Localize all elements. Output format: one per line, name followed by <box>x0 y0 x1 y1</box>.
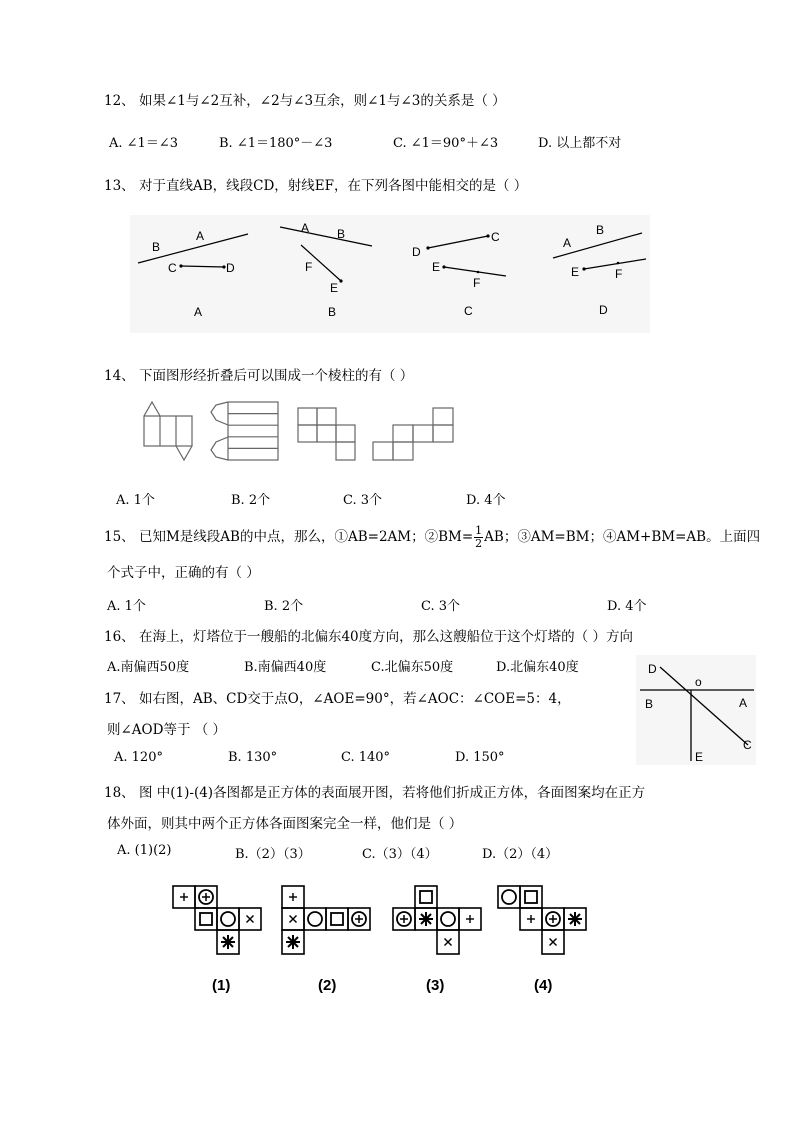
q16-option-c: C.北偏东50度 <box>371 660 454 675</box>
circle-icon <box>221 912 235 926</box>
oplus-icon <box>397 912 411 926</box>
asterisk-icon <box>286 935 300 949</box>
q14-nets <box>140 396 460 466</box>
q17-figure <box>636 655 756 765</box>
q17-label-c: C <box>743 738 752 752</box>
fig-a-label-c: C <box>168 261 177 275</box>
q15-option-d: D. 4个 <box>607 599 647 614</box>
asterisk-icon <box>221 935 235 949</box>
times-icon <box>290 916 297 923</box>
q15-option-b: B. 2个 <box>264 599 304 614</box>
q15-text-after: AB；③AM=BM；④AM+BM=AB。上面四 <box>484 529 761 545</box>
fig-b-label-f: F <box>305 260 313 274</box>
fig-d-label-b: B <box>596 223 605 237</box>
q12-text: 12、 如果∠1与∠2互补，∠2与∠3互余，则∠1与∠3的关系是（ ） <box>104 93 506 109</box>
fig-b-label-a: A <box>301 221 310 235</box>
circle-icon <box>308 912 322 926</box>
q18-text2: 体外面，则其中两个正方体各面图案完全一样，他们是（ ） <box>107 816 463 832</box>
fig-a-label-d: D <box>226 261 235 275</box>
q18-caption-1: (1) <box>212 977 231 994</box>
q17-option-d: D. 150° <box>455 750 505 765</box>
q17-text: 17、 如右图，AB、CD交于点O，∠AOE=90°，若∠AOC：∠COE=5：4， <box>104 691 571 707</box>
square-icon <box>525 891 537 903</box>
q14-option-c: C. 3个 <box>343 493 383 508</box>
q14-text: 14、 下面图形经折叠后可以围成一个棱柱的有（ ） <box>104 368 414 384</box>
oplus-icon <box>199 890 213 904</box>
q18-option-c: C.（3）（4） <box>362 847 438 862</box>
q18-caption-2: (2) <box>318 977 337 994</box>
q14-net-4 <box>373 408 453 460</box>
fig-b-caption: B <box>328 305 337 319</box>
q15-fraction <box>474 525 483 550</box>
fig-d-label-e: E <box>571 265 580 279</box>
asterisk-icon <box>419 912 433 926</box>
fig-d-label-f: F <box>615 267 623 281</box>
q18-caption-4: (4) <box>534 977 553 994</box>
fig-d-label-a: A <box>563 236 572 250</box>
times-icon <box>550 939 557 946</box>
square-icon <box>200 913 212 925</box>
fig-d-caption: D <box>599 303 608 317</box>
fig-a-label-a: A <box>196 229 205 243</box>
q13-text: 13、 对于直线AB，线段CD，射线EF，在下列各图中能相交的是（ ） <box>104 178 528 194</box>
q18-option-b: B.（2）（3） <box>235 847 311 862</box>
q14-option-b: B. 2个 <box>231 493 271 508</box>
q15-text-before: 15、 已知M是线段AB的中点，那么，①AB=2AM；②BM= <box>104 529 474 545</box>
q17-label-d: D <box>648 662 657 676</box>
q18-net-1 <box>173 886 261 954</box>
q18-net-3 <box>393 886 481 954</box>
q16-option-b: B.南偏西40度 <box>244 660 327 675</box>
q17-option-c: C. 140° <box>341 750 391 765</box>
plus-icon <box>466 915 474 923</box>
q12-option-b: B. ∠1＝180°－∠3 <box>219 136 333 151</box>
q18-caption-3: (3) <box>426 977 445 994</box>
q14-option-a: A. 1个 <box>116 493 155 508</box>
q17-option-b: B. 130° <box>228 750 278 765</box>
q12-option-c: C. ∠1＝90°＋∠3 <box>393 136 499 151</box>
q18-cube-nets <box>168 878 588 1003</box>
q16-option-d: D.北偏东40度 <box>496 660 579 675</box>
q14-option-d: D. 4个 <box>466 493 506 508</box>
q18-text: 18、 图 中(1)-(4)各图都是正方体的表面展开图，若将他们折成正方体，各面图案均在正方 <box>104 785 646 801</box>
q12-option-d: D. 以上都不对 <box>538 136 622 151</box>
q14-net-2 <box>211 402 278 460</box>
circle-icon <box>441 912 455 926</box>
q15-frac-den: 2 <box>475 537 483 550</box>
plus-icon <box>527 915 535 923</box>
plus-icon <box>289 893 297 901</box>
q18-option-a: A. (1)(2) <box>117 843 172 858</box>
plus-icon <box>180 893 188 901</box>
q15-line1 <box>104 525 760 550</box>
fig-a-label-b: B <box>152 240 161 254</box>
fig-b-label-b: B <box>337 227 346 241</box>
q15-line2: 个式子中，正确的有（ ） <box>107 565 260 581</box>
fig-c-label-d: D <box>412 245 421 259</box>
q17-label-o: o <box>695 675 702 689</box>
fig-b-label-e: E <box>330 281 339 295</box>
circle-icon <box>502 890 516 904</box>
oplus-icon <box>352 912 366 926</box>
q17-option-a: A. 120° <box>114 750 163 765</box>
fig-c-label-f: F <box>473 276 481 290</box>
q17-label-b: B <box>645 697 654 711</box>
fig-a-caption: A <box>194 305 203 319</box>
times-icon <box>445 939 452 946</box>
q14-net-3 <box>298 408 355 460</box>
q16-option-a: A.南偏西50度 <box>107 660 190 675</box>
q16-text: 16、 在海上，灯塔位于一艘船的北偏东40度方向，那么这艘船位于这个灯塔的（ ）方向 <box>104 629 633 645</box>
fig-c-label-e: E <box>432 260 441 274</box>
q14-net-1 <box>144 402 192 460</box>
q15-option-c: C. 3个 <box>421 599 461 614</box>
q17-label-e: E <box>695 750 704 764</box>
q18-option-d: D.（2）（4） <box>482 847 559 862</box>
q13-figures <box>130 215 650 333</box>
q15-option-a: A. 1个 <box>107 599 146 614</box>
square-icon <box>331 913 343 925</box>
q17-text2: 则∠AOD等于 （ ） <box>107 722 227 738</box>
square-icon <box>420 891 432 903</box>
fig-c-label-c: C <box>491 230 500 244</box>
times-icon <box>247 916 254 923</box>
q12-option-a: A. ∠1＝∠3 <box>109 136 178 151</box>
q15-frac-num: 1 <box>475 524 483 537</box>
oplus-icon <box>546 912 560 926</box>
q17-label-a: A <box>739 696 748 710</box>
asterisk-icon <box>568 912 582 926</box>
fig-c-caption: C <box>464 304 473 318</box>
